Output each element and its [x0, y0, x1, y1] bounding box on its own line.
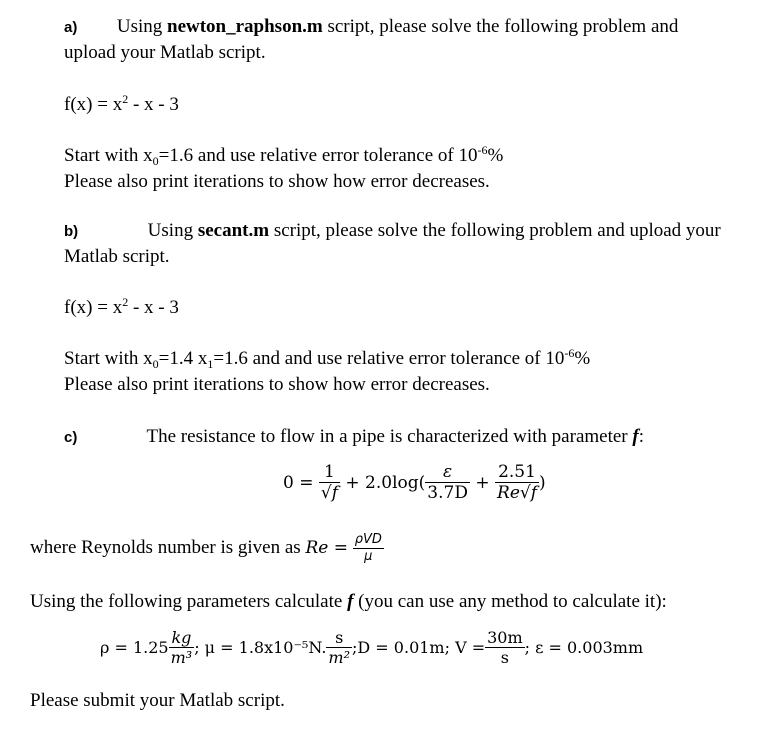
part-a-func-prefix: f(x) = x	[64, 94, 123, 115]
eq-frac-3-num: 2.51	[495, 462, 539, 483]
p-v-frac	[485, 628, 525, 667]
part-b-start-exp: -6	[564, 346, 575, 360]
part-a-func-exp: 2	[122, 92, 129, 106]
part-b-function	[64, 297, 179, 319]
eq-frac-1-den: √f	[320, 483, 338, 504]
params-intro	[30, 591, 667, 613]
p-mu-den: m²	[328, 648, 350, 668]
part-b-start-mid1: =1.4 x	[158, 348, 208, 369]
part-b-start	[64, 348, 590, 370]
part-b-heading	[64, 220, 721, 242]
submit-line: Please submit your Matlab script.	[30, 690, 285, 711]
part-b-start-mid2: =1.6 and and use relative error tolerance of 10	[213, 348, 565, 369]
part-a-start-exp: -6	[477, 143, 488, 157]
part-b-text-pre: Using	[147, 220, 198, 241]
p-mu-frac	[326, 628, 352, 667]
p-v-den: s	[500, 648, 509, 668]
params-var: f	[347, 591, 354, 612]
part-a-start-post: %	[487, 145, 504, 166]
eq-frac-1	[319, 462, 340, 504]
part-a-func-suffix: - x - 3	[128, 94, 179, 115]
eq-mid: + 2.0log(	[345, 472, 426, 493]
eq-frac-1-num: 1	[319, 462, 340, 483]
re-num: ρVD	[354, 532, 382, 547]
p-mu: ; μ = 1.8x10⁻⁵N.	[194, 638, 327, 658]
part-b-start-pre: Start with x	[64, 348, 153, 369]
part-a-heading	[64, 16, 678, 38]
part-a-label: a)	[64, 19, 78, 36]
part-a-start-mid: =1.6 and use relative error tolerance of 10	[158, 145, 478, 166]
part-b-script-name: secant.m	[197, 220, 270, 241]
colebrook-equation	[283, 462, 546, 504]
part-b-start-post: %	[574, 348, 591, 369]
part-a-print-line: Please also print iterations to show how error decreases.	[64, 171, 490, 192]
p-rho: ρ = 1.25	[100, 638, 169, 658]
parameters-line	[100, 628, 643, 667]
p-eps: ; ε = 0.003mm	[524, 638, 644, 658]
eq-plus: +	[475, 472, 490, 493]
part-a-function	[64, 94, 179, 116]
re-fraction	[353, 532, 384, 564]
part-b-func-exp: 2	[122, 295, 129, 309]
part-a-start-sub0: 0	[152, 154, 159, 168]
part-b-line2: Matlab script.	[64, 246, 170, 267]
part-a-text-pre: Using	[116, 16, 167, 37]
part-a-start	[64, 145, 503, 167]
part-b-func-prefix: f(x) = x	[64, 297, 123, 318]
part-b-label: b)	[64, 223, 79, 240]
part-c-intro-pre: The resistance to flow in a pipe is characterized with parameter	[146, 426, 633, 447]
eq-close: )	[539, 472, 546, 493]
re-den: μ	[364, 548, 373, 564]
eq-frac-3	[495, 462, 539, 504]
re-math: Re =	[305, 538, 348, 559]
part-c-intro-var: f	[632, 426, 639, 447]
part-b-start-sub1: 1	[207, 357, 214, 371]
eq-frac-2	[425, 462, 470, 504]
part-b-print-line: Please also print iterations to show how error decreases.	[64, 374, 490, 395]
p-rho-den: m³	[170, 648, 193, 668]
p-v-num: 30m	[487, 628, 523, 647]
eq-frac-3-den: Re√f	[497, 483, 538, 504]
re-text: where Reynolds number is given as	[30, 537, 306, 559]
p-rho-num: kg	[169, 628, 195, 648]
part-c-heading	[64, 426, 644, 448]
part-b-func-suffix: - x - 3	[128, 297, 179, 318]
p-rho-frac	[169, 628, 195, 667]
eq-frac-2-num: ε	[425, 462, 470, 483]
part-a-line2: upload your Matlab script.	[64, 42, 266, 63]
p-mu-num: s	[326, 628, 352, 648]
part-a-script-name: newton_raphson.m	[167, 16, 323, 37]
part-b-text-post: script, please solve the following problem and upload your	[269, 220, 721, 241]
part-c-label: c)	[64, 429, 78, 446]
eq-frac-2-den: 3.7D	[427, 483, 468, 504]
part-a-start-pre: Start with x	[64, 145, 153, 166]
part-c-intro-post: :	[638, 426, 644, 447]
eq-lhs: 0 =	[283, 472, 314, 493]
params-post: (you can use any method to calculate it):	[353, 591, 667, 612]
p-dv: ;D = 0.01m; V =	[352, 638, 486, 658]
part-b-start-sub0: 0	[152, 357, 159, 371]
part-a-text-post: script, please solve the following problem and	[322, 16, 679, 37]
reynolds-line	[30, 532, 384, 564]
params-pre: Using the following parameters calculate	[30, 591, 348, 612]
